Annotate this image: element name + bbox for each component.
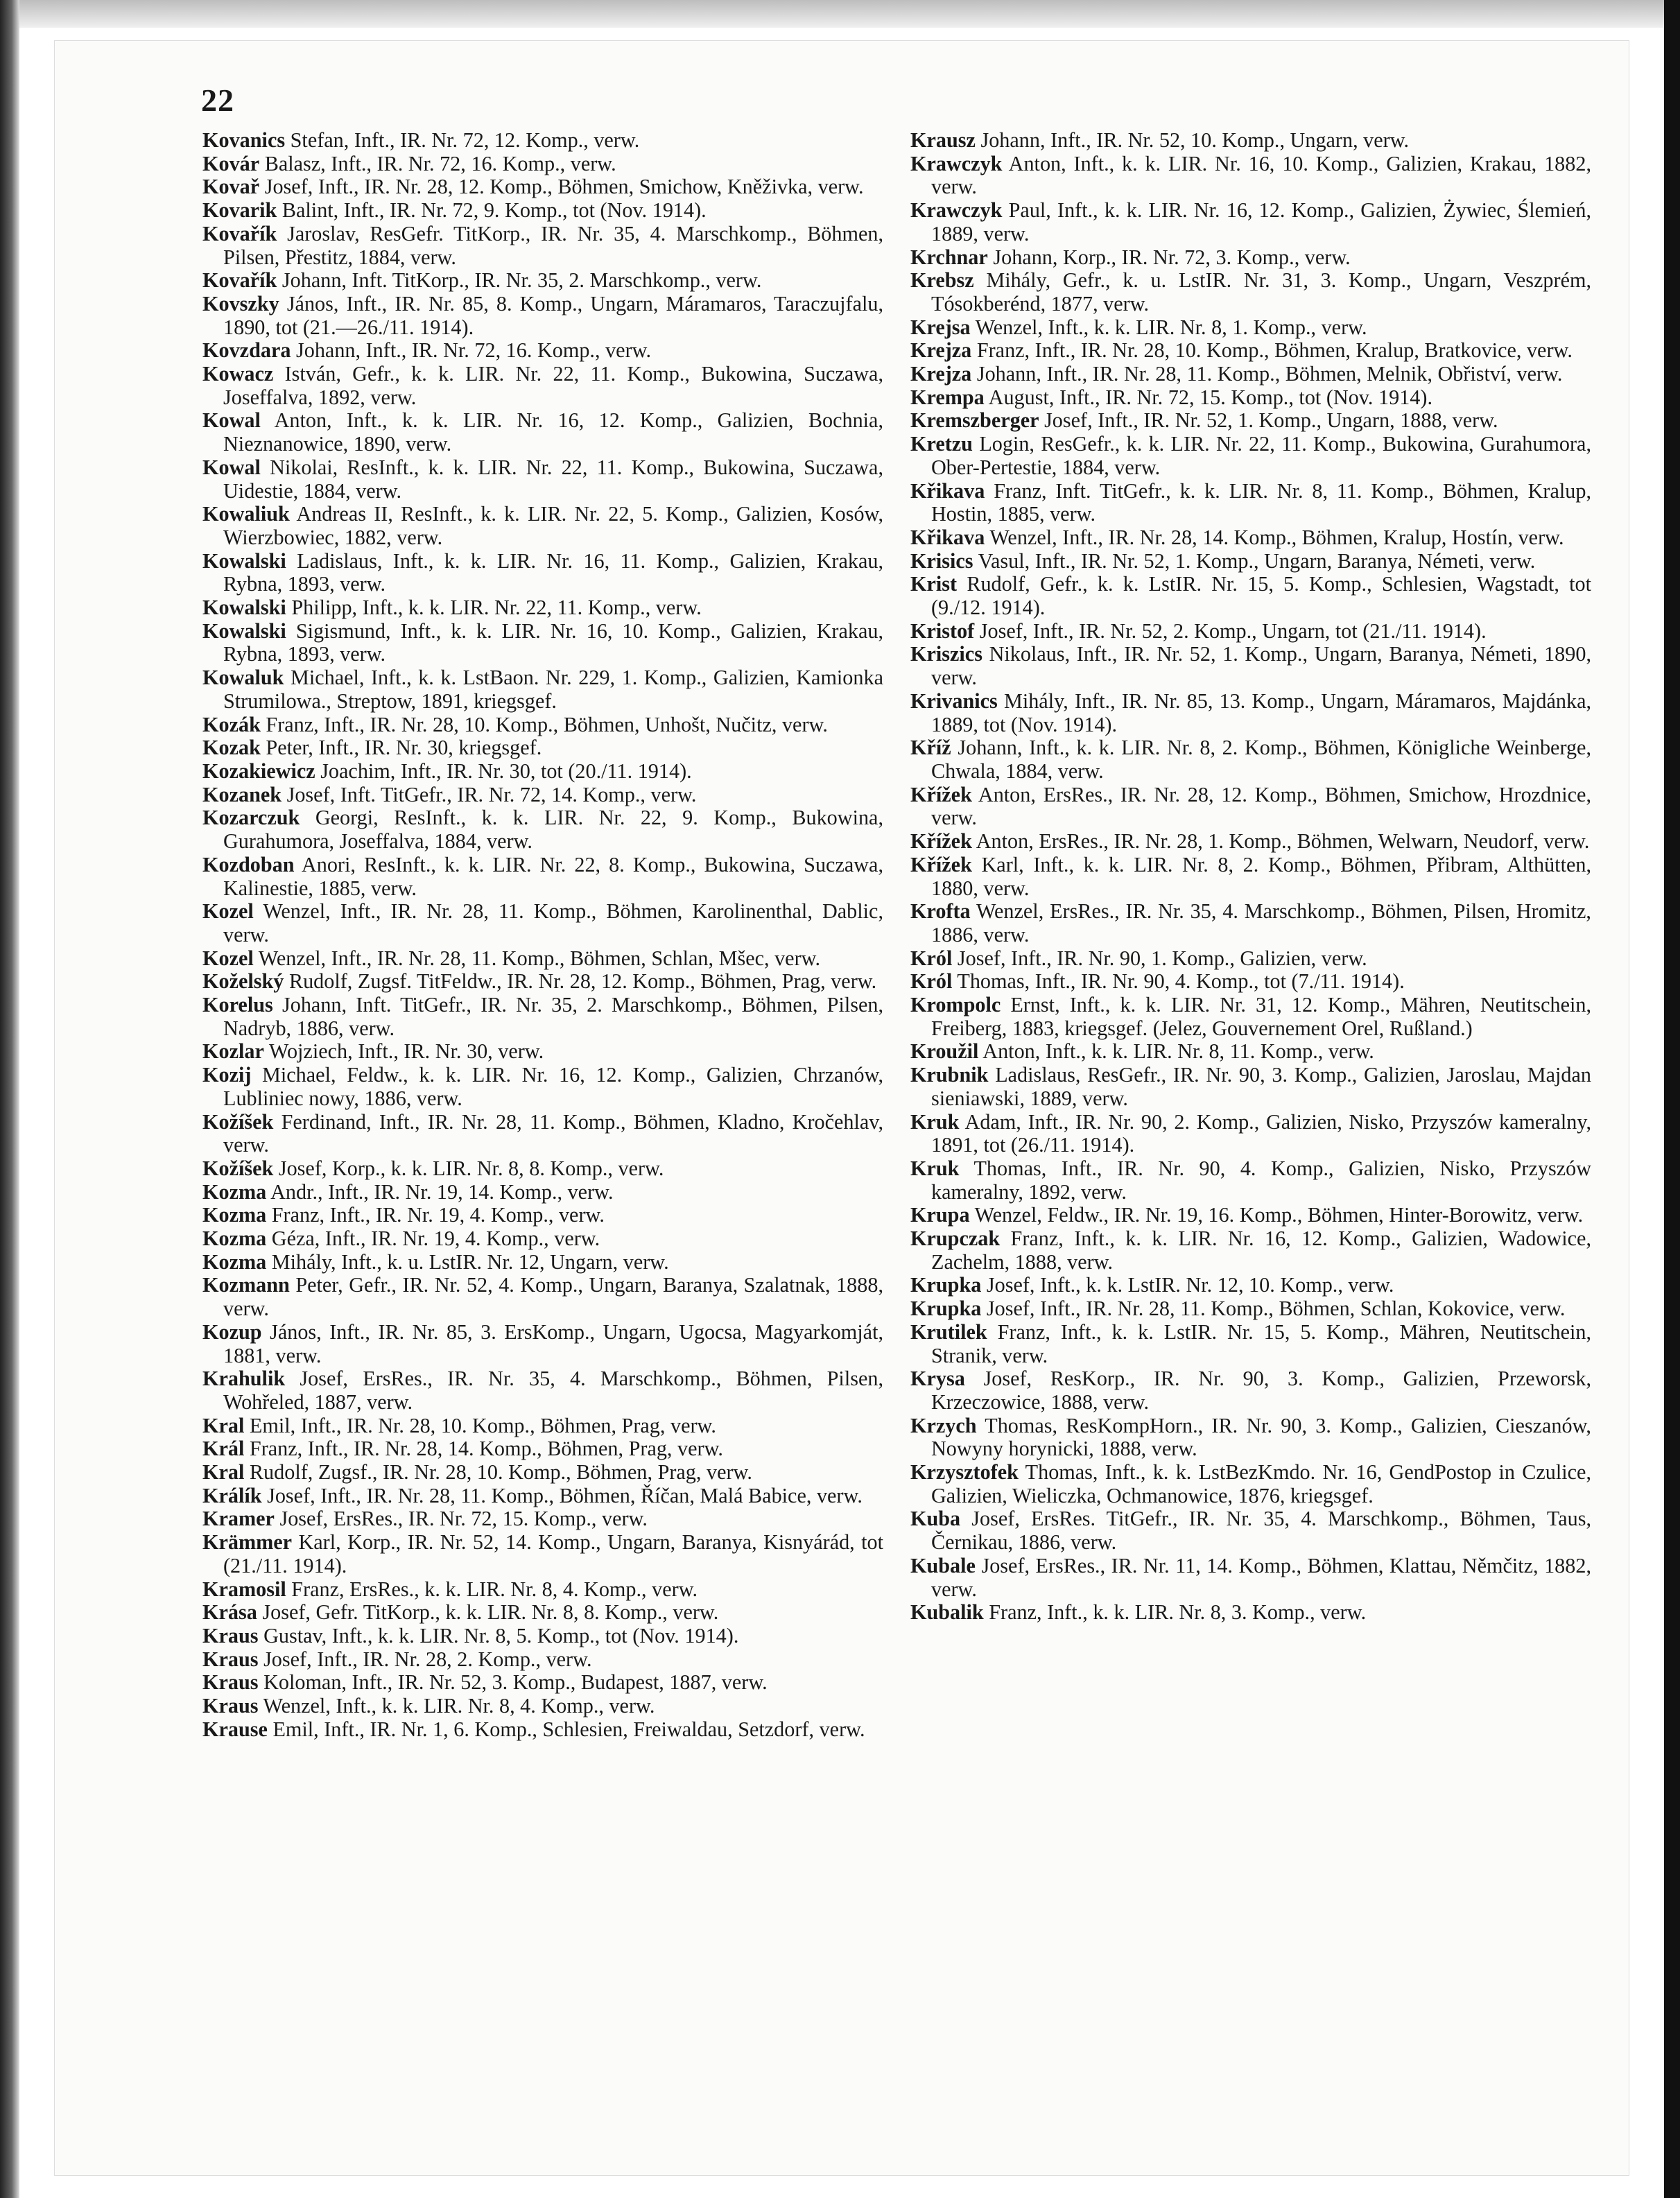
entry-surname: Krzych bbox=[910, 1413, 977, 1437]
entry-details: Josef, ErsRes., IR. Nr. 72, 15. Komp., verw. bbox=[279, 1507, 648, 1531]
entry-details: Wojziech, Inft., IR. Nr. 30, verw. bbox=[268, 1039, 544, 1064]
roster-entry bbox=[202, 1181, 883, 1204]
roster-entry bbox=[910, 947, 1591, 971]
entry-surname: Kowaluk bbox=[202, 666, 284, 690]
roster-entry bbox=[202, 1251, 883, 1274]
roster-entry bbox=[202, 199, 883, 223]
roster-entry bbox=[202, 1204, 883, 1227]
roster-entry bbox=[202, 409, 883, 456]
entry-surname: Kožíšek bbox=[202, 1156, 274, 1180]
roster-entry bbox=[202, 806, 883, 853]
entry-details: Johann, Inft., IR. Nr. 52, 10. Komp., Ungarn, verw. bbox=[980, 128, 1410, 152]
entry-details: Johann, Inft., IR. Nr. 72, 16. Komp., verw. bbox=[296, 338, 652, 363]
roster-entry bbox=[202, 363, 883, 409]
roster-entry bbox=[910, 1157, 1591, 1204]
roster-entry bbox=[202, 620, 883, 666]
entry-surname: Kraus bbox=[202, 1647, 259, 1671]
entry-surname: Krupa bbox=[910, 1203, 970, 1227]
roster-entry bbox=[910, 643, 1591, 689]
entry-surname: Król bbox=[910, 969, 953, 994]
entry-surname: Kramosil bbox=[202, 1577, 286, 1601]
entry-surname: Kuba bbox=[910, 1507, 961, 1531]
entry-surname: Kriszics bbox=[910, 642, 982, 666]
entry-surname: Kraus bbox=[202, 1694, 259, 1718]
roster-entry bbox=[910, 153, 1591, 199]
entry-surname: Kožíšek bbox=[202, 1109, 274, 1134]
entry-details: Vasul, Inft., IR. Nr. 52, 1. Komp., Ungarn, Baranya, Németi, verw. bbox=[978, 548, 1536, 573]
entry-details: Franz, Inft., IR. Nr. 28, 10. Komp., Böhmen, Unhošt, Nučitz, verw. bbox=[266, 712, 828, 736]
roster-entry bbox=[202, 947, 883, 971]
entry-surname: Křížek bbox=[910, 829, 972, 854]
entry-details: Joachim, Inft., IR. Nr. 30, tot (20./11. 1914). bbox=[320, 759, 692, 783]
entry-details: Ernst, Inft., k. k. LIR. Nr. 31, 12. Komp., Mähren, Neutitschein, Freiberg, 1883, kriegsgef. (Jelez, Gouvernement Orel, Rußland.) bbox=[931, 993, 1591, 1040]
entry-surname: Krämmer bbox=[202, 1530, 293, 1555]
entry-surname: Krisics bbox=[910, 548, 973, 573]
entry-surname: Krupka bbox=[910, 1273, 982, 1297]
entry-surname: Kozanek bbox=[202, 782, 282, 806]
roster-entry bbox=[202, 1040, 883, 1064]
entry-surname: Kozák bbox=[202, 712, 261, 736]
entry-details: Emil, Inft., IR. Nr. 28, 10. Komp., Böhmen, Prag, verw. bbox=[249, 1413, 716, 1437]
entry-details: Rudolf, Zugsf. TitFeldw., IR. Nr. 28, 12. Komp., Böhmen, Prag, verw. bbox=[288, 969, 877, 994]
entry-surname: Krejza bbox=[910, 362, 972, 386]
roster-entry bbox=[910, 994, 1591, 1040]
entry-details: August, Inft., IR. Nr. 72, 15. Komp., tot (Nov. 1914). bbox=[988, 385, 1432, 409]
entry-details: Jaroslav, ResGefr. TitKorp., IR. Nr. 35, 4. Marschkomp., Böhmen, Pilsen, Přestitz, 1884, verw. bbox=[223, 221, 883, 269]
entry-surname: Krejza bbox=[910, 338, 972, 363]
roster-entry bbox=[202, 1321, 883, 1367]
roster-entry bbox=[910, 269, 1591, 315]
roster-entry bbox=[910, 1227, 1591, 1274]
entry-surname: Kozdoban bbox=[202, 852, 295, 876]
entry-details: Peter, Inft., IR. Nr. 30, kriegsgef. bbox=[266, 736, 542, 760]
entry-surname: Krist bbox=[910, 572, 958, 596]
roster-entry bbox=[202, 1485, 883, 1508]
entry-details: Sigismund, Inft., k. k. LIR. Nr. 16, 10. Komp., Galizien, Krakau, Rybna, 1893, verw. bbox=[223, 618, 884, 666]
entry-details: Ferdinand, Inft., IR. Nr. 28, 11. Komp., Böhmen, Kladno, Kročehlav, verw. bbox=[223, 1109, 883, 1157]
entry-surname: Kozel bbox=[202, 946, 254, 970]
entry-details: Johann, Inft., k. k. LIR. Nr. 8, 2. Komp., Böhmen, Königliche Weinberge, Chwala, 1884, verw. bbox=[931, 736, 1591, 783]
roster-entry bbox=[202, 1648, 883, 1672]
entry-surname: Kral bbox=[202, 1413, 245, 1437]
roster-entry bbox=[202, 1227, 883, 1251]
entry-details: Josef, ErsRes., IR. Nr. 11, 14. Komp., Böhmen, Klattau, Němčitz, 1882, verw. bbox=[931, 1553, 1591, 1601]
entry-surname: Krása bbox=[202, 1600, 257, 1625]
entry-details: Josef, ResKorp., IR. Nr. 90, 3. Komp., Galizien, Przeworsk, Krzeczowice, 1888, verw. bbox=[931, 1367, 1592, 1414]
entry-details: Josef, Inft., IR. Nr. 28, 12. Komp., Böhmen, Smichow, Kněživka, verw. bbox=[264, 175, 864, 199]
entry-details: Thomas, Inft., IR. Nr. 90, 4. Komp., tot (7./11. 1914). bbox=[957, 969, 1405, 994]
entry-details: Josef, Korp., k. k. LIR. Nr. 8, 8. Komp., verw. bbox=[278, 1156, 664, 1180]
left-column bbox=[202, 129, 883, 1742]
entry-details: Franz, Inft., k. k. LstIR. Nr. 15, 5. Komp., Mähren, Neutitschein, Stranik, verw. bbox=[931, 1319, 1591, 1367]
entry-surname: Krempa bbox=[910, 385, 985, 409]
roster-entry bbox=[910, 1040, 1591, 1064]
entry-details: Franz, Inft. TitGefr., k. k. LIR. Nr. 8, 11. Komp., Böhmen, Kralup, Hostin, 1885, verw. bbox=[931, 478, 1591, 526]
roster-entry bbox=[910, 1555, 1591, 1601]
entry-details: Mihály, Inft., k. u. LstIR. Nr. 12, Ungarn, verw. bbox=[271, 1249, 669, 1274]
roster-entry bbox=[910, 1461, 1591, 1507]
roster-entry bbox=[202, 1064, 883, 1110]
roster-entry bbox=[202, 1578, 883, 1602]
roster-entry bbox=[202, 970, 883, 994]
entry-surname: Krofta bbox=[910, 899, 971, 924]
entry-surname: Kroužil bbox=[910, 1039, 979, 1064]
entry-details: János, Inft., IR. Nr. 85, 8. Komp., Ungarn, Máramaros, Taraczujfalu, 1890, tot (21.—26./11. 1914). bbox=[223, 291, 883, 339]
entry-surname: Kowal bbox=[202, 455, 261, 479]
entry-details: Anton, Inft., k. k. LIR. Nr. 8, 11. Komp., verw. bbox=[982, 1039, 1374, 1064]
entry-surname: Kovszky bbox=[202, 291, 279, 315]
roster-entry bbox=[910, 1064, 1591, 1110]
entry-surname: Krzysztofek bbox=[910, 1460, 1019, 1485]
entry-details: Wenzel, Inft., IR. Nr. 28, 11. Komp., Böhmen, Karolinenthal, Dablic, verw. bbox=[223, 899, 883, 946]
roster-entry bbox=[202, 1671, 883, 1695]
entry-surname: Kristof bbox=[910, 618, 975, 643]
entry-details: Josef, Inft., IR. Nr. 28, 11. Komp., Böhmen, Říčan, Malá Babice, verw. bbox=[267, 1483, 863, 1507]
entry-surname: Krawczyk bbox=[910, 151, 1003, 175]
entry-details: Johann, Inft., IR. Nr. 28, 11. Komp., Böhmen, Melnik, Obřiství, verw. bbox=[976, 362, 1563, 386]
entry-details: Josef, Inft., IR. Nr. 52, 1. Komp., Ungarn, 1888, verw. bbox=[1044, 408, 1498, 433]
roster-entry bbox=[910, 736, 1591, 783]
entry-surname: Kozmann bbox=[202, 1273, 290, 1297]
entry-surname: Křížek bbox=[910, 782, 972, 806]
roster-entry bbox=[202, 223, 883, 269]
roster-entry bbox=[202, 129, 883, 153]
roster-entry bbox=[910, 526, 1591, 550]
entry-details: Franz, Inft., IR. Nr. 28, 14. Komp., Böhmen, Prag, verw. bbox=[249, 1437, 723, 1461]
roster-entry bbox=[202, 784, 883, 807]
entry-surname: Kozma bbox=[202, 1179, 267, 1204]
roster-entry bbox=[202, 1718, 883, 1742]
scan-top-edge bbox=[0, 0, 1680, 28]
roster-entry bbox=[910, 1601, 1591, 1625]
entry-details: Karl, Korp., IR. Nr. 52, 14. Komp., Ungarn, Baranya, Kisnyárád, tot (21./11. 1914). bbox=[223, 1530, 884, 1577]
entry-surname: Křikava bbox=[910, 525, 985, 549]
entry-surname: Krompolc bbox=[910, 993, 1001, 1017]
entry-surname: Kramer bbox=[202, 1507, 275, 1531]
roster-entry bbox=[202, 1625, 883, 1648]
entry-surname: Krchnar bbox=[910, 245, 988, 269]
entry-details: János, Inft., IR. Nr. 85, 3. ErsKomp., Ungarn, Ugocsa, Magyarkomját, 1881, verw. bbox=[223, 1319, 884, 1367]
entry-details: Thomas, Inft., IR. Nr. 90, 4. Komp., Galizien, Nisko, Przyszów kameralny, 1892, verw. bbox=[931, 1156, 1591, 1204]
roster-entry bbox=[910, 620, 1591, 643]
roster-entry bbox=[202, 153, 883, 176]
entry-surname: Kowaliuk bbox=[202, 502, 290, 526]
scan-left-edge bbox=[0, 0, 19, 2198]
entry-details: Johann, Inft. TitGefr., IR. Nr. 35, 2. Marschkomp., Böhmen, Pilsen, Nadryb, 1886, verw. bbox=[223, 993, 884, 1040]
roster-entry bbox=[910, 1274, 1591, 1297]
roster-entry bbox=[202, 1437, 883, 1461]
entry-details: Koloman, Inft., IR. Nr. 52, 3. Komp., Budapest, 1887, verw. bbox=[263, 1670, 768, 1695]
roster-entry bbox=[910, 1367, 1591, 1414]
roster-entry bbox=[202, 713, 883, 737]
entry-details: Wenzel, Inft., IR. Nr. 28, 14. Komp., Böhmen, Kralup, Hostín, verw. bbox=[989, 525, 1564, 549]
entry-details: Géza, Inft., IR. Nr. 19, 4. Komp., verw. bbox=[271, 1227, 600, 1251]
entry-surname: Kovanics bbox=[202, 128, 286, 152]
entry-surname: Král bbox=[202, 1437, 245, 1461]
roster-entry bbox=[910, 409, 1591, 433]
entry-details: Johann, Korp., IR. Nr. 72, 3. Komp., verw. bbox=[993, 245, 1351, 269]
roster-entry bbox=[202, 994, 883, 1040]
entry-details: Gustav, Inft., k. k. LIR. Nr. 8, 5. Komp., tot (Nov. 1914). bbox=[263, 1624, 739, 1647]
entry-surname: Krupka bbox=[910, 1297, 982, 1321]
entry-surname: Kozma bbox=[202, 1249, 267, 1274]
roster-entry bbox=[910, 1204, 1591, 1227]
entry-details: Karl, Inft., k. k. LIR. Nr. 8, 2. Komp., Böhmen, Přibram, Althütten, 1880, verw. bbox=[931, 852, 1591, 900]
entry-details: Franz, Inft., IR. Nr. 28, 10. Komp., Böhmen, Kralup, Bratkovice, verw. bbox=[976, 338, 1573, 363]
entry-details: Mihály, Inft., IR. Nr. 85, 13. Komp., Ungarn, Máramaros, Majdánka, 1889, tot (Nov. 1914). bbox=[931, 689, 1592, 736]
entry-details: Mihály, Gefr., k. u. LstIR. Nr. 31, 3. Komp., Ungarn, Veszprém, Tósokberénd, 1877, verw. bbox=[931, 268, 1592, 315]
roster-entry bbox=[202, 1111, 883, 1157]
entry-details: Josef, Inft., IR. Nr. 90, 1. Komp., Galizien, verw. bbox=[957, 946, 1367, 970]
roster-entry bbox=[910, 690, 1591, 736]
page-number: 22 bbox=[201, 83, 234, 118]
entry-surname: Kretzu bbox=[910, 432, 973, 456]
roster-entry bbox=[910, 339, 1591, 363]
roster-entry bbox=[202, 550, 883, 596]
entry-details: Josef, Inft., IR. Nr. 28, 11. Komp., Böhmen, Schlan, Kokovice, verw. bbox=[986, 1297, 1566, 1321]
entry-details: Franz, Inft., k. k. LIR. Nr. 16, 12. Komp., Galizien, Wadowice, Zachelm, 1888, verw. bbox=[931, 1227, 1592, 1274]
entry-surname: Kowacz bbox=[202, 362, 274, 386]
entry-surname: Kowalski bbox=[202, 618, 286, 643]
roster-entry bbox=[910, 1507, 1591, 1554]
entry-surname: Kruk bbox=[910, 1109, 960, 1134]
roster-entry bbox=[202, 293, 883, 339]
entry-details: Wenzel, Inft., IR. Nr. 28, 11. Komp., Böhmen, Schlan, Mšec, verw. bbox=[258, 946, 821, 970]
entry-surname: Krause bbox=[202, 1717, 268, 1741]
entry-details: Balasz, Inft., IR. Nr. 72, 16. Komp., verw. bbox=[264, 151, 616, 175]
entry-details: Johann, Inft. TitKorp., IR. Nr. 35, 2. Marschkomp., verw. bbox=[282, 268, 762, 293]
entry-details: Wenzel, ErsRes., IR. Nr. 35, 4. Marschkomp., Böhmen, Pilsen, Hromitz, 1886, verw. bbox=[931, 899, 1591, 946]
entry-details: Login, ResGefr., k. k. LIR. Nr. 22, 11. Komp., Bukowina, Gurahumora, Ober-Pertestie, 1884, verw. bbox=[931, 432, 1591, 479]
entry-surname: Kozma bbox=[202, 1203, 267, 1227]
roster-entry bbox=[202, 760, 883, 784]
roster-entry bbox=[910, 129, 1591, 153]
entry-surname: Kozakiewicz bbox=[202, 759, 315, 783]
roster-entry bbox=[910, 363, 1591, 386]
entry-details: Michael, Inft., k. k. LstBaon. Nr. 229, 1. Komp., Galizien, Kamionka Strumilowa., Streptow, 1891, kriegsgef. bbox=[223, 666, 883, 713]
roster-entry bbox=[202, 596, 883, 620]
entry-details: Ladislaus, ResGefr., IR. Nr. 90, 3. Komp., Galizien, Jaroslau, Majdan sieniawski, 1889, verw. bbox=[931, 1063, 1592, 1110]
entry-surname: Krysa bbox=[910, 1367, 965, 1391]
entry-details: Thomas, Inft., k. k. LstBezKmdo. Nr. 16, GendPostop in Czulice, Galizien, Wieliczka, Ochmanowice, 1876, kriegsgef. bbox=[931, 1460, 1591, 1507]
entry-surname: Kříž bbox=[910, 736, 951, 760]
entry-details: Josef, Inft., k. k. LstIR. Nr. 12, 10. Komp., verw. bbox=[986, 1273, 1394, 1297]
roster-entry bbox=[202, 1507, 883, 1531]
roster-entry bbox=[910, 900, 1591, 946]
entry-details: Anton, ErsRes., IR. Nr. 28, 1. Komp., Böhmen, Welwarn, Neudorf, verw. bbox=[976, 829, 1590, 854]
entry-details: Josef, Gefr. TitKorp., k. k. LIR. Nr. 8, 8. Komp., verw. bbox=[262, 1600, 719, 1625]
entry-details: Josef, Inft., IR. Nr. 28, 2. Komp., verw. bbox=[263, 1647, 592, 1671]
entry-details: Nikolai, ResInft., k. k. LIR. Nr. 22, 11. Komp., Bukowina, Suczawa, Uidestie, 1884, verw. bbox=[223, 455, 884, 503]
entry-details: Ladislaus, Inft., k. k. LIR. Nr. 16, 11. Komp., Galizien, Krakau, Rybna, 1893, verw. bbox=[223, 548, 883, 596]
roster-entry bbox=[910, 854, 1591, 900]
entry-surname: Król bbox=[910, 946, 953, 970]
entry-surname: Krutilek bbox=[910, 1319, 987, 1344]
entry-surname: Krebsz bbox=[910, 268, 974, 293]
entry-details: Andreas II, ResInft., k. k. LIR. Nr. 22, 5. Komp., Galizien, Kosów, Wierzbowiec, 1882, verw. bbox=[223, 502, 883, 549]
entry-surname: Korelus bbox=[202, 993, 273, 1017]
entry-details: Franz, Inft., k. k. LIR. Nr. 8, 3. Komp., verw. bbox=[989, 1600, 1367, 1625]
roster-entry bbox=[202, 1695, 883, 1718]
entry-details: Peter, Gefr., IR. Nr. 52, 4. Komp., Ungarn, Baranya, Szalatnak, 1888, verw. bbox=[223, 1273, 884, 1321]
roster-entry bbox=[202, 1157, 883, 1181]
entry-surname: Krubnik bbox=[910, 1063, 989, 1087]
roster-entry bbox=[202, 456, 883, 503]
roster-entry bbox=[202, 503, 883, 549]
roster-entry bbox=[202, 1274, 883, 1320]
entry-surname: Králík bbox=[202, 1483, 262, 1507]
entry-details: Andr., Inft., IR. Nr. 19, 14. Komp., verw. bbox=[270, 1179, 614, 1204]
roster-entry bbox=[910, 550, 1591, 573]
entry-details: Josef, ErsRes. TitGefr., IR. Nr. 35, 4. Marschkomp., Böhmen, Taus, Černikau, 1886, verw. bbox=[931, 1507, 1591, 1555]
entry-surname: Kozma bbox=[202, 1227, 267, 1251]
roster-entry bbox=[202, 1601, 883, 1625]
entry-details: Wenzel, Feldw., IR. Nr. 19, 16. Komp., Böhmen, Hinter-Borowitz, verw. bbox=[974, 1203, 1584, 1227]
entry-surname: Koželský bbox=[202, 969, 284, 994]
entry-details: Balint, Inft., IR. Nr. 72, 9. Komp., tot (Nov. 1914). bbox=[282, 198, 707, 223]
entry-surname: Kozlar bbox=[202, 1039, 264, 1064]
roster-entry bbox=[202, 1367, 883, 1414]
roster-entry bbox=[202, 1531, 883, 1577]
entry-surname: Kowalski bbox=[202, 548, 286, 573]
roster-entry bbox=[202, 666, 883, 713]
roster-entry bbox=[910, 199, 1591, 245]
entry-details: Nikolaus, Inft., IR. Nr. 52, 1. Komp., Ungarn, Baranya, Németi, 1890, verw. bbox=[931, 642, 1592, 690]
entry-surname: Kowalski bbox=[202, 596, 286, 620]
roster-entry bbox=[910, 246, 1591, 270]
roster-entry bbox=[910, 1297, 1591, 1321]
roster-entry bbox=[910, 1414, 1591, 1461]
entry-details: Josef, Inft., IR. Nr. 52, 2. Komp., Ungarn, tot (21./11. 1914). bbox=[979, 618, 1487, 643]
entry-surname: Kubale bbox=[910, 1553, 976, 1577]
roster-entry bbox=[202, 1461, 883, 1485]
entry-surname: Kozel bbox=[202, 899, 254, 924]
entry-surname: Kraus bbox=[202, 1670, 259, 1695]
entry-details: Georgi, ResInft., k. k. LIR. Nr. 22, 9. Komp., Bukowina, Gurahumora, Joseffalva, 1884, verw. bbox=[223, 806, 883, 854]
entry-surname: Krawczyk bbox=[910, 198, 1003, 223]
roster-entry bbox=[910, 480, 1591, 526]
entry-surname: Křikava bbox=[910, 478, 985, 503]
entry-surname: Kubalik bbox=[910, 1600, 984, 1625]
entry-surname: Křížek bbox=[910, 852, 972, 876]
entry-surname: Kowal bbox=[202, 408, 261, 433]
entry-details: Thomas, ResKompHorn., IR. Nr. 90, 3. Komp., Galizien, Cieszanów, Nowyny horynicki, 1888, verw. bbox=[931, 1413, 1591, 1461]
entry-surname: Krupczak bbox=[910, 1227, 1001, 1251]
entry-details: Anori, ResInft., k. k. LIR. Nr. 22, 8. Komp., Bukowina, Suczawa, Kalinestie, 1885, verw. bbox=[223, 852, 883, 900]
roster-entry bbox=[202, 736, 883, 760]
entry-details: Anton, Inft., k. k. LIR. Nr. 16, 12. Komp., Galizien, Bochnia, Nieznanowice, 1890, verw. bbox=[223, 408, 883, 456]
entry-details: Paul, Inft., k. k. LIR. Nr. 16, 12. Komp., Galizien, Żywiec, Ślemień, 1889, verw. bbox=[931, 198, 1591, 245]
roster-entry bbox=[910, 1321, 1591, 1367]
entry-surname: Krivanics bbox=[910, 689, 998, 713]
entry-surname: Kovarik bbox=[202, 198, 277, 223]
entry-details: Wenzel, Inft., k. k. LIR. Nr. 8, 1. Komp., verw. bbox=[975, 315, 1367, 339]
entry-details: Anton, Inft., k. k. LIR. Nr. 16, 10. Komp., Galizien, Krakau, 1882, verw. bbox=[931, 151, 1591, 199]
entry-surname: Kovár bbox=[202, 151, 260, 175]
entry-details: Anton, ErsRes., IR. Nr. 28, 12. Komp., Böhmen, Smichow, Hrozdnice, verw. bbox=[931, 782, 1591, 830]
entry-surname: Kral bbox=[202, 1460, 245, 1485]
entry-surname: Kraus bbox=[202, 1624, 259, 1647]
entry-details: Wenzel, Inft., k. k. LIR. Nr. 8, 4. Komp., verw. bbox=[263, 1694, 655, 1718]
entry-details: Michael, Feldw., k. k. LIR. Nr. 16, 12. Komp., Galizien, Chrzanów, Lubliniec nowy, 1886, verw. bbox=[223, 1063, 883, 1110]
roster-entry bbox=[910, 386, 1591, 410]
entry-surname: Kovařík bbox=[202, 221, 277, 245]
entry-surname: Kozij bbox=[202, 1063, 252, 1087]
roster-entry bbox=[202, 339, 883, 363]
entry-surname: Kozak bbox=[202, 736, 261, 760]
entry-details: Stefan, Inft., IR. Nr. 72, 12. Komp., verw. bbox=[290, 128, 640, 152]
entry-details: Adam, Inft., IR. Nr. 90, 2. Komp., Galizien, Nisko, Przyszów kameralny, 1891, tot (26./11. 1914). bbox=[931, 1109, 1591, 1157]
roster-entry bbox=[910, 573, 1591, 619]
roster-entry bbox=[202, 900, 883, 946]
roster-entry bbox=[910, 316, 1591, 340]
entry-surname: Krahulik bbox=[202, 1367, 286, 1391]
entry-surname: Krausz bbox=[910, 128, 976, 152]
right-column bbox=[910, 129, 1591, 1625]
entry-details: Franz, ErsRes., k. k. LIR. Nr. 8, 4. Komp., verw. bbox=[291, 1577, 698, 1601]
entry-surname: Krejsa bbox=[910, 315, 971, 339]
entry-surname: Kozarczuk bbox=[202, 806, 300, 830]
entry-surname: Kovař bbox=[202, 175, 260, 199]
entry-details: Emil, Inft., IR. Nr. 1, 6. Komp., Schlesien, Freiwaldau, Setzdorf, verw. bbox=[272, 1717, 865, 1741]
roster-entry bbox=[910, 784, 1591, 830]
scan-right-edge bbox=[1664, 0, 1680, 2198]
roster-entry bbox=[202, 175, 883, 199]
entry-surname: Kruk bbox=[910, 1156, 960, 1180]
roster-entry bbox=[910, 830, 1591, 854]
entry-details: Josef, ErsRes., IR. Nr. 35, 4. Marschkomp., Böhmen, Pilsen, Wohřeled, 1887, verw. bbox=[223, 1367, 883, 1414]
entry-details: Philipp, Inft., k. k. LIR. Nr. 22, 11. Komp., verw. bbox=[291, 596, 702, 620]
entry-details: Rudolf, Zugsf., IR. Nr. 28, 10. Komp., Böhmen, Prag, verw. bbox=[249, 1460, 752, 1485]
entry-details: Franz, Inft., IR. Nr. 19, 4. Komp., verw. bbox=[271, 1203, 605, 1227]
entry-surname: Kovařík bbox=[202, 268, 277, 293]
roster-entry bbox=[202, 1414, 883, 1438]
entry-surname: Kremszberger bbox=[910, 408, 1039, 433]
roster-entry bbox=[202, 854, 883, 900]
roster-entry bbox=[910, 1111, 1591, 1157]
roster-entry bbox=[910, 970, 1591, 994]
roster-entry bbox=[202, 269, 883, 293]
entry-surname: Kovzdara bbox=[202, 338, 291, 363]
roster-entry bbox=[910, 433, 1591, 479]
entry-surname: Kozup bbox=[202, 1319, 262, 1344]
entry-details: Rudolf, Gefr., k. k. LstIR. Nr. 15, 5. Komp., Schlesien, Wagstadt, tot (9./12. 1914). bbox=[931, 572, 1592, 620]
entry-details: Josef, Inft. TitGefr., IR. Nr. 72, 14. Komp., verw. bbox=[286, 782, 697, 806]
entry-details: István, Gefr., k. k. LIR. Nr. 22, 11. Komp., Bukowina, Suczawa, Joseffalva, 1892, verw. bbox=[223, 362, 883, 409]
